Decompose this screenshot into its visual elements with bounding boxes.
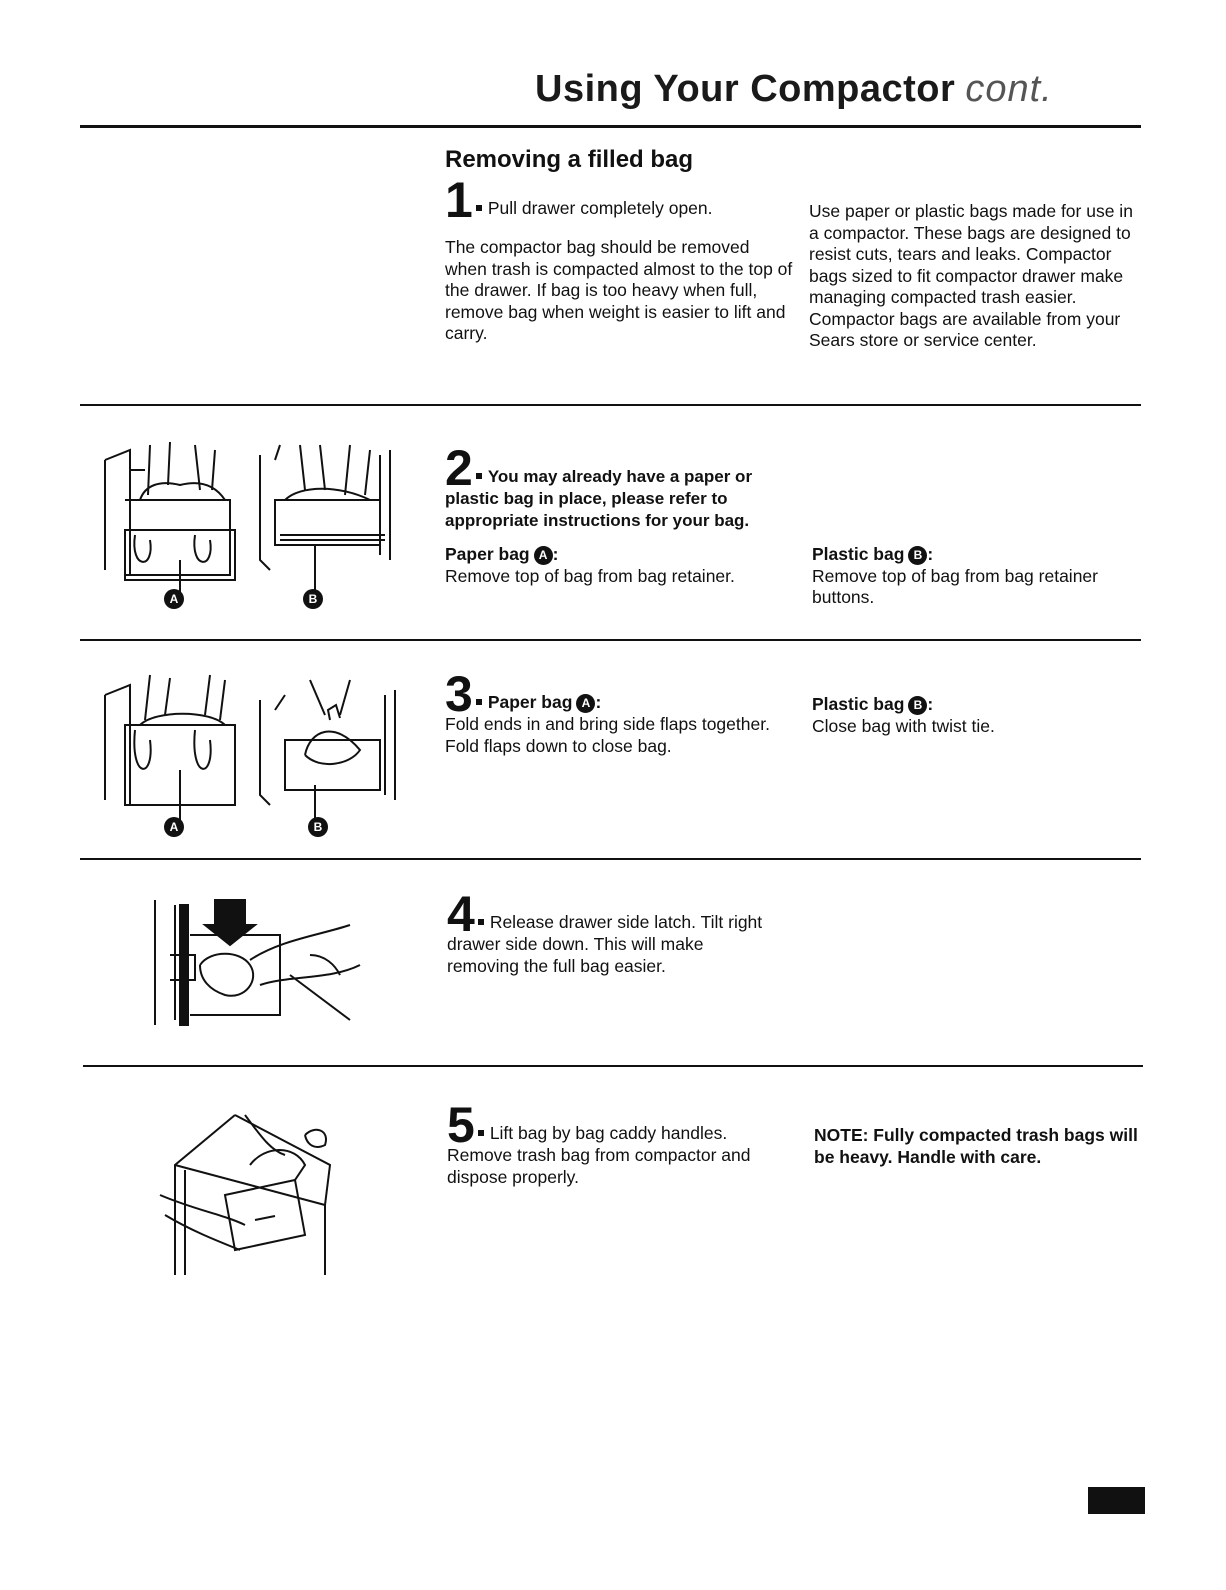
- figure-label-a: A: [164, 817, 184, 837]
- page-title-suffix: cont.: [965, 68, 1053, 110]
- divider-1: [80, 404, 1141, 406]
- step3-paper-text: Fold ends in and bring side flaps together. Fold flaps down to close bag.: [445, 714, 770, 756]
- page-title: [535, 68, 1053, 111]
- step4-illustration: [150, 895, 380, 1035]
- step4-text-block: [447, 886, 777, 977]
- step2-lead: [445, 440, 790, 531]
- step1-body: The compactor bag should be removed when trash is compacted almost to the top of the drawer. If bag is too heavy when full, remove bag when weight is easier to lift and carry.: [445, 237, 793, 343]
- figure-label-b: B: [308, 817, 328, 837]
- header-rule: [80, 125, 1141, 128]
- divider-4: [83, 1065, 1143, 1067]
- step2-number: 2: [445, 440, 473, 496]
- step1-lead-text: Pull drawer completely open.: [487, 198, 713, 218]
- section-heading: Removing a filled bag: [445, 146, 694, 173]
- step2-lead-text: You may already have a paper or plastic bag in place, please refer to appropriate instructions for your bag.: [445, 467, 753, 530]
- step1-side-note: Use paper or plastic bags made for use in a compactor. These bags are designed to resist cuts, tears and leaks. Compactor bags sized to fit compactor drawer make managing compacted trash easier. Compactor bags are available from your Sears store or service center.: [809, 201, 1133, 350]
- step4-number: 4: [447, 886, 475, 942]
- bullet-icon: [478, 1130, 484, 1136]
- step5-number: 5: [447, 1097, 475, 1153]
- step2-paper-text: Remove top of bag from bag retainer.: [445, 565, 735, 586]
- step2-illustration: [100, 440, 410, 620]
- step5-note: NOTE: Fully compacted trash bags will be heavy. Handle with care.: [814, 1125, 1138, 1167]
- step2-plastic-label: Plastic bag: [812, 544, 905, 564]
- marker-b-icon: B: [908, 546, 927, 565]
- step3-number: 3: [445, 666, 473, 722]
- step2-plastic: Plastic bag B : Remove top of bag from bag retainer buttons.: [812, 544, 1098, 607]
- figure-label-b: B: [303, 589, 323, 609]
- divider-3: [80, 858, 1141, 860]
- marker-a-icon: A: [534, 546, 553, 565]
- step5-text-block: [447, 1097, 787, 1188]
- step3-paper: 3 Paper bag A : Fold ends in and bring side flaps together. Fold flaps down to close bag.: [445, 666, 770, 756]
- step2-plastic-text: Remove top of bag from bag retainer buttons.: [812, 565, 1098, 607]
- figure-label-a: A: [164, 589, 184, 609]
- step1-number: 1: [445, 172, 473, 228]
- step2-paper: Paper bag A : Remove top of bag from bag retainer.: [445, 544, 735, 586]
- bullet-icon: [476, 205, 482, 211]
- step5-illustration: [155, 1095, 345, 1280]
- step2-paper-label: Paper bag: [445, 544, 530, 564]
- marker-b-icon: B: [908, 696, 927, 715]
- step3-plastic-text: Close bag with twist tie.: [812, 715, 995, 736]
- step4-text: Release drawer side latch. Tilt right drawer side down. This will make removing the full bag easier.: [447, 912, 763, 976]
- step3-plastic: Plastic bag B : Close bag with twist tie.: [812, 694, 995, 736]
- step1-lead: [445, 172, 795, 228]
- step5-text: Lift bag by bag caddy handles. Remove trash bag from compactor and dispose properly.: [447, 1123, 751, 1187]
- bullet-icon: [476, 473, 482, 479]
- step3-plastic-label: Plastic bag: [812, 694, 905, 714]
- step3-paper-label: Paper bag: [487, 692, 573, 712]
- page-tab-marker: [1088, 1487, 1145, 1514]
- step3-illustration: [100, 670, 410, 850]
- bullet-icon: [476, 699, 482, 705]
- page-title-text: Using Your Compactor: [535, 68, 956, 110]
- bullet-icon: [478, 919, 484, 925]
- marker-a-icon: A: [576, 694, 595, 713]
- divider-2: [80, 639, 1141, 641]
